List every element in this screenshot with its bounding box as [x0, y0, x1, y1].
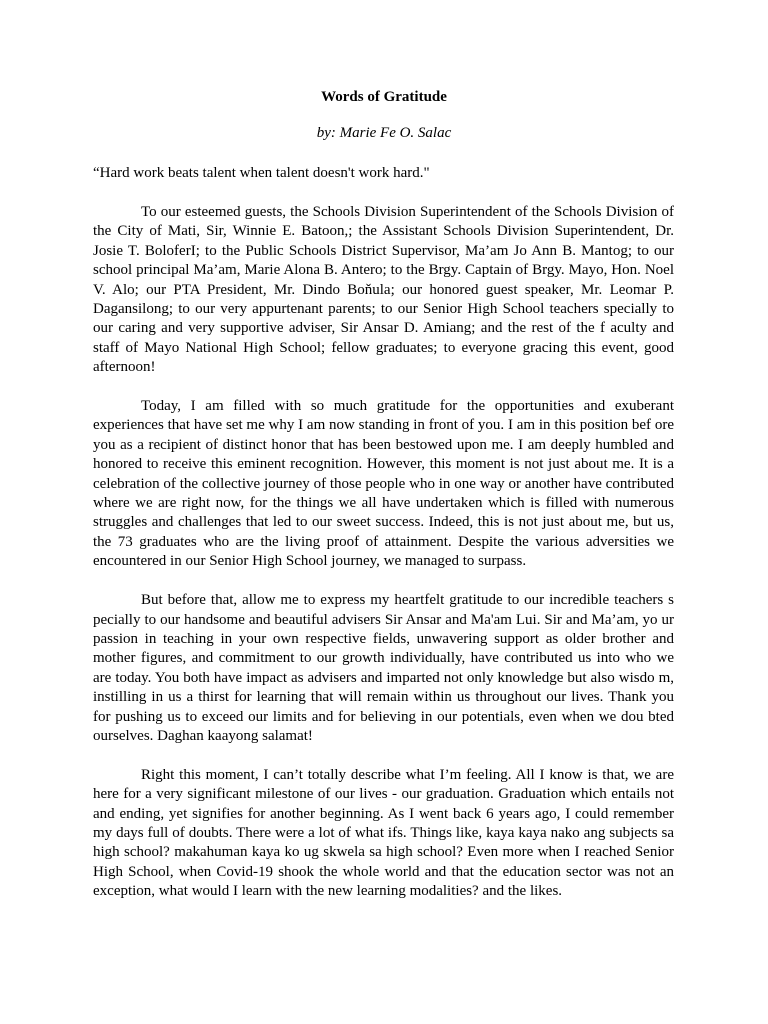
author-byline: by: Marie Fe O. Salac [316, 125, 452, 141]
paragraph-teachers: But before that, allow me to express my heartfelt gratitude to our incredible teachers s pecially to our handsome and beautiful advisers Sir Ansar and Ma'am Lui. Sir and Ma’am, yo ur passion in teaching in your own respective fields, unwavering support as older brother and mother figures, and commitment to our growth individually, have contributed us into who we are today. You both have impact as advisers and imparted not only knowledge but also wisdo m, instilling in us a thirst for learning that will remain within us throughout our lives. Thank you for pushing us to exceed our limits and for believing in our potentials, even when we dou bted ourselves. Daghan kaayong salamat! [93, 592, 674, 744]
paragraph-greetings: To our esteemed guests, the Schools Division Superintendent of the Schools Division of the City of Mati, Sir, Winnie E. Batoon,; the Assistant Schools Division Superintendent, Dr. Josie T. BoloferI; to the Public Schools District Supervisor, Ma’am Jo Ann B. Mantog; to our school principal Ma’am, Marie Alona B. Antero; to the Brgy. Captain of Brgy. Mayo, Hon. Noel V. Alo; our PTA President, Mr. Dindo Boňula; our honored guest speaker, Mr. Leomar P. Dagansilong; to our very appurtenant parents; to our Senior High School teachers specially to our caring and very supportive adviser, Sir Ansar D. Amiang; and the rest of the f aculty and staff of Mayo National High School; fellow graduates; to everyone gracing this event, good afternoon! [93, 204, 674, 376]
paragraph-reflection: Right this moment, I can’t totally describe what I’m feeling. All I know is that, we are here for a very significant milestone of our lives - our graduation. Graduation which entails not and ending, yet signifies for another beginning. As I went back 6 years ago, I could remember my days full of doubts. There were a lot of what ifs. Things like, kaya kaya nako ang subjects sa high school? makahuman kaya ko ug skwela sa high school? Even more when I reached Senior High School, when Covid-19 shook the whole world and that the education sector was not an exception, what would I learn with the new learning modalities? and the likes. [93, 766, 674, 900]
paragraph-gratitude: Today, I am filled with so much gratitude for the opportunities and exuberant experiences that have set me why I am now standing in front of you. I am in this position bef ore you as a recipient of distinct honor that has been bestowed upon me. I am deeply humbled and honored to receive this eminent recognition. However, this moment is not just about me. It is a celebration of the collective journey of those people who in one way or another have contributed where we are right now, for the things we all have undertaken which is filled with numerous struggles and challenges that led to our sweet success. Indeed, this is not just about me, but us, the 73 graduates who are the living proof of attainment. Despite the various adversities we encountered in our Senior High School journey, we managed to surpass. [93, 398, 674, 570]
document-title: Words of Gratitude [321, 89, 447, 105]
opening-quote: “Hard work beats talent when talent doesn't work hard." [93, 165, 430, 181]
speech-body [93, 203, 674, 921]
